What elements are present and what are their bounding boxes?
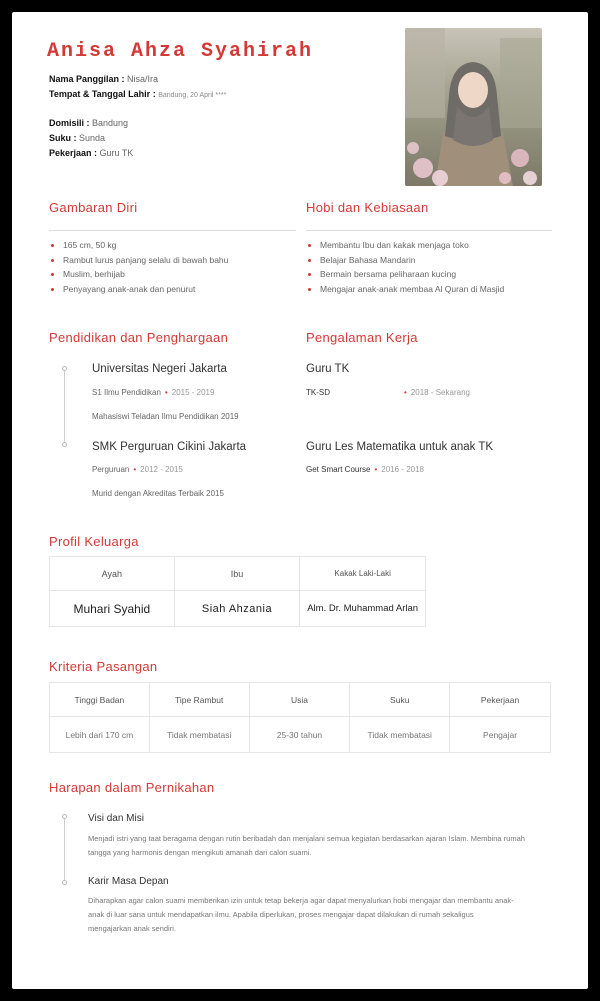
ethnic-row: Suku : Sunda: [49, 133, 106, 143]
education-award: Murid dengan Akreditas Terbaik 2015: [92, 489, 224, 498]
education-degree-row: S1 Ilmu Pendidikan • 2015 - 2019: [92, 388, 215, 397]
criteria-title: Kriteria Pasangan: [49, 659, 158, 674]
nickname-label: Nama Panggilan: [49, 74, 120, 84]
education-school: SMK Perguruan Cikini Jakarta: [92, 441, 247, 453]
experience-years: 2018 - Sekarang: [410, 388, 470, 397]
criteria-table: [49, 682, 551, 753]
job-value: Guru TK: [99, 148, 134, 158]
table-header-cell: Ayah: [50, 557, 175, 591]
timeline-line: [64, 370, 65, 446]
education-degree: S1 Ilmu Pendidikan: [92, 388, 161, 397]
experience-years: 2016 - 2018: [381, 465, 424, 474]
birth-value: Bandung, 20 April ****: [158, 92, 227, 99]
table-cell: Lebih dari 170 cm: [50, 717, 150, 753]
list-item: Mengajar anak-anak membaa Al Quran di Masjid: [306, 282, 504, 297]
birth-row: Tempat & Tanggal Lahir : Bandung, 20 April ****: [49, 89, 227, 99]
table-cell: Tidak membatasi: [350, 717, 450, 753]
list-item: Penyayang anak-anak dan penurut: [49, 282, 228, 297]
section-divider: [306, 230, 552, 231]
profile-name: Anisa Ahza Syahirah: [47, 40, 314, 63]
self-description-title: Gambaran Diri: [49, 200, 138, 215]
table-cell: 25-30 tahun: [249, 717, 350, 753]
hobbies-list: [306, 238, 504, 296]
list-item: Bermain bersama peliharaan kucing: [306, 267, 504, 282]
experience-years-row: • 2018 - Sekarang: [404, 388, 470, 397]
experience-role: Guru TK: [306, 363, 350, 375]
hope-heading: Visi dan Misi: [88, 813, 144, 824]
timeline-dot: [62, 442, 67, 447]
education-school: Universitas Negeri Jakarta: [92, 363, 227, 375]
table-cell: Siah Ahzania: [174, 591, 300, 627]
experience-title: Pengalaman Kerja: [306, 330, 418, 345]
table-cell: Alm. Dr. Muhammad Arlan: [300, 591, 426, 627]
hobbies-title: Hobi dan Kebiasaan: [306, 200, 429, 215]
domicile-label: Domisili: [49, 118, 85, 128]
list-item: Rambut lurus panjang selalu di bawah bahu: [49, 253, 228, 268]
domicile-value: Bandung: [92, 118, 129, 128]
hope-text: Menjadi istri yang taat beragama dengan rutin beribadah dan menjalani semua kegiatan berdasarkan ajaran Islam. Membina rumah tangga yang harmonis dengan mengikuti amanah dari calon suami.: [88, 834, 525, 857]
hope-heading: Karir Masa Depan: [88, 876, 169, 887]
table-header-cell: Tipe Rambut: [149, 683, 249, 717]
timeline-dot: [62, 880, 67, 885]
list-item: 165 cm, 50 kg: [49, 238, 228, 253]
table-header-cell: Tinggi Badan: [50, 683, 150, 717]
table-header-cell: Usia: [249, 683, 350, 717]
education-years: 2015 - 2019: [171, 388, 215, 397]
experience-role: Guru Les Matematika untuk anak TK: [306, 441, 494, 453]
timeline-dot: [62, 814, 67, 819]
education-degree-row: Perguruan • 2012 - 2015: [92, 465, 183, 474]
table-cell: Tidak membatasi: [149, 717, 249, 753]
experience-place: Get Smart Course: [306, 465, 371, 474]
section-divider: [49, 230, 296, 231]
family-title: Profil Keluarga: [49, 534, 139, 549]
list-item: Muslim, berhijab: [49, 267, 228, 282]
experience-place-row: Get Smart Course • 2016 - 2018: [306, 465, 424, 474]
self-description-list: [49, 238, 228, 296]
table-header-cell: Kakak Laki-Laki: [300, 557, 426, 591]
hopes-title: Harapan dalam Pernikahan: [49, 780, 215, 795]
nickname-value: Nisa/Ira: [127, 74, 159, 84]
timeline-dot: [62, 366, 67, 371]
table-header-cell: Suku: [350, 683, 450, 717]
table-cell: Pengajar: [450, 717, 551, 753]
table-header-cell: Ibu: [174, 557, 300, 591]
list-item: Belajar Bahasa Mandarin: [306, 253, 504, 268]
table-cell: Muhari Syahid: [50, 591, 175, 627]
job-label: Pekerjaan: [49, 148, 92, 158]
experience-place: TK-SD: [306, 388, 330, 397]
list-item: Membantu Ibu dan kakak menjaga toko: [306, 238, 504, 253]
domicile-row: Domisili : Bandung: [49, 118, 129, 128]
ethnic-value: Sunda: [79, 133, 106, 143]
ethnic-label: Suku: [49, 133, 72, 143]
hope-text: Diharapkan agar calon suami memberikan izin untuk tetap bekerja agar dapat menyalurkan hobi mengajar dan membantu anak-anak di luar sana untuk mendapatkan ilmu. Apabila diperlukan, proses mengajar dapat dilakukan di rumah sekaligus mengajarkan anak sendiri.: [88, 896, 514, 933]
education-award: Mahasiswi Teladan Ilmu Pendidikan 2019: [92, 412, 239, 421]
education-title: Pendidikan dan Penghargaan: [49, 330, 229, 345]
timeline-line: [64, 818, 65, 884]
family-table: [49, 556, 426, 627]
cv-page: [12, 12, 588, 989]
job-row: Pekerjaan : Guru TK: [49, 148, 134, 158]
profile-photo: [405, 28, 542, 186]
table-header-cell: Pekerjaan: [450, 683, 551, 717]
education-years: 2012 - 2015: [140, 465, 183, 474]
education-degree: Perguruan: [92, 465, 130, 474]
nickname-row: Nama Panggilan : Nisa/Ira: [49, 74, 159, 84]
birth-label: Tempat & Tanggal Lahir: [49, 89, 151, 99]
